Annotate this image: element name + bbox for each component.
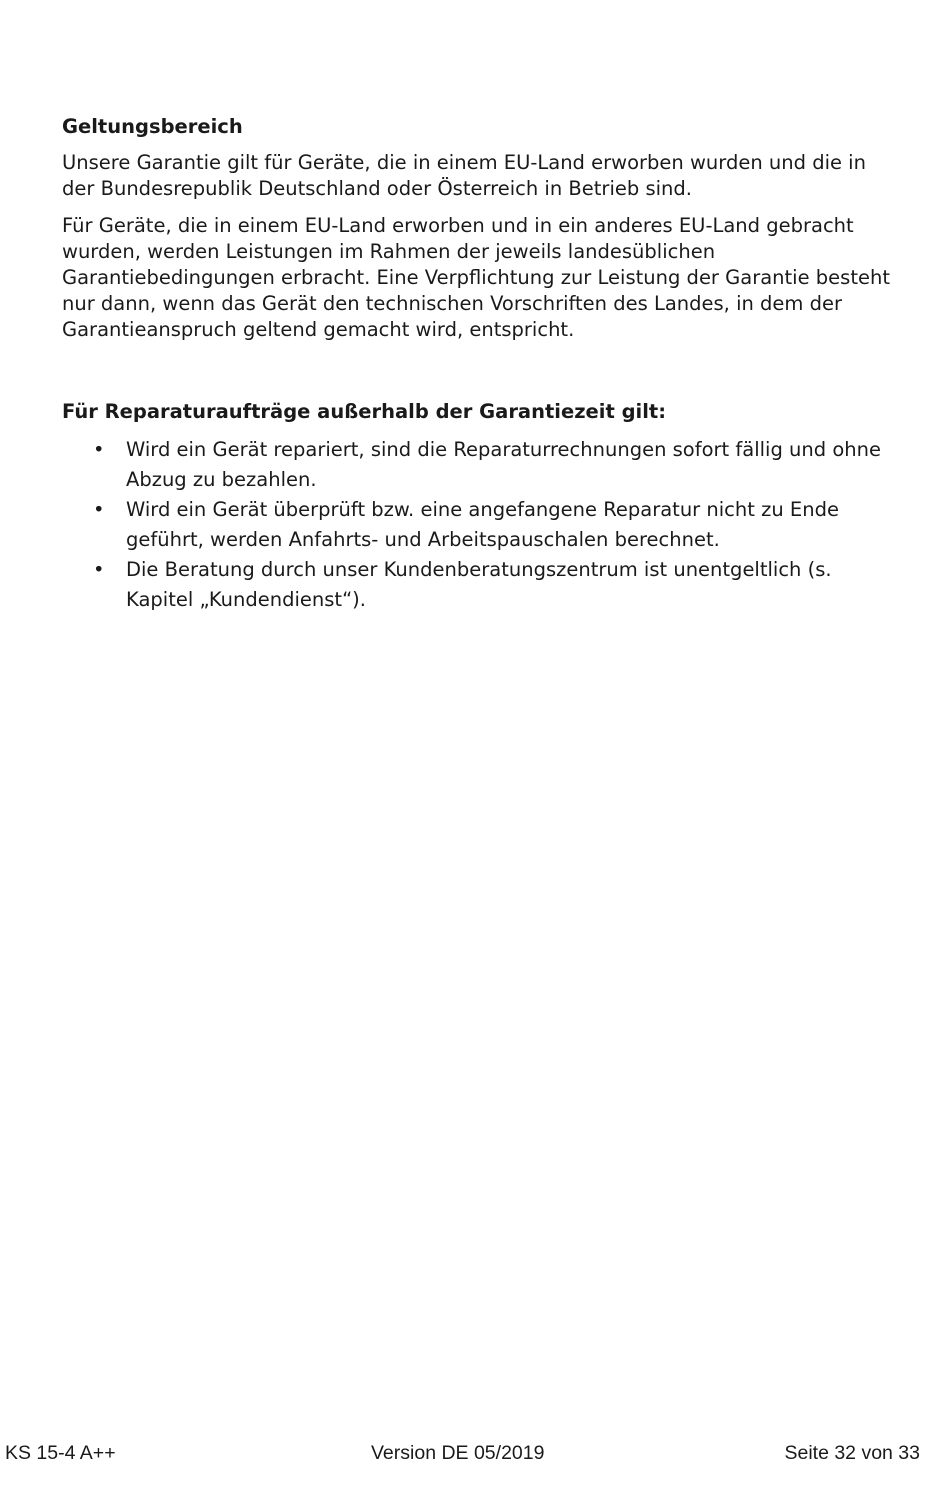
bullet-icon: • <box>93 558 105 581</box>
list-item-text: Die Beratung durch unser Kundenberatungszentrum ist unentgeltlich (s. Kapitel „Kundendienst“). <box>126 558 832 611</box>
paragraph-other-eu-country: Für Geräte, die in einem EU-Land erworben und in ein anderes EU-Land gebracht wurden, werden Leistungen im Rahmen der jeweils landesüblichen Garantiebedingungen erbracht. Eine Verpflichtung zur Leistung der Garantie besteht nur dann, wenn das Gerät den technischen Vorschriften des Landes, in dem der Garantieanspruch geltend gemacht wird, entspricht. <box>62 214 890 341</box>
bullet-icon: • <box>93 498 105 521</box>
section-heading-repair-orders: Für Reparaturaufträge außerhalb der Garantiezeit gilt: <box>62 400 667 423</box>
list-item <box>62 555 892 615</box>
list-item <box>62 495 892 555</box>
footer-version: Version DE 05/2019 <box>371 1442 545 1464</box>
repair-conditions-list <box>62 435 892 615</box>
page-footer <box>0 1440 950 1466</box>
list-item-text: Wird ein Gerät repariert, sind die Reparaturrechnungen sofort fällig und ohne Abzug zu bezahlen. <box>126 438 881 491</box>
footer-page-number: Seite 32 von 33 <box>784 1442 920 1464</box>
list-item-text: Wird ein Gerät überprüft bzw. eine angefangene Reparatur nicht zu Ende geführt, werden Anfahrts- und Arbeitspauschalen berechnet. <box>126 498 839 551</box>
paragraph-scope: Unsere Garantie gilt für Geräte, die in einem EU-Land erworben wurden und die in der Bundesrepublik Deutschland oder Österreich in Betrieb sind. <box>62 151 866 200</box>
bullet-icon: • <box>93 438 105 461</box>
list-item <box>62 435 892 495</box>
section-spacer <box>62 354 892 397</box>
page-content <box>62 112 892 615</box>
section-heading-geltungsbereich: Geltungsbereich <box>62 115 243 138</box>
footer-model: KS 15-4 A++ <box>5 1442 116 1464</box>
